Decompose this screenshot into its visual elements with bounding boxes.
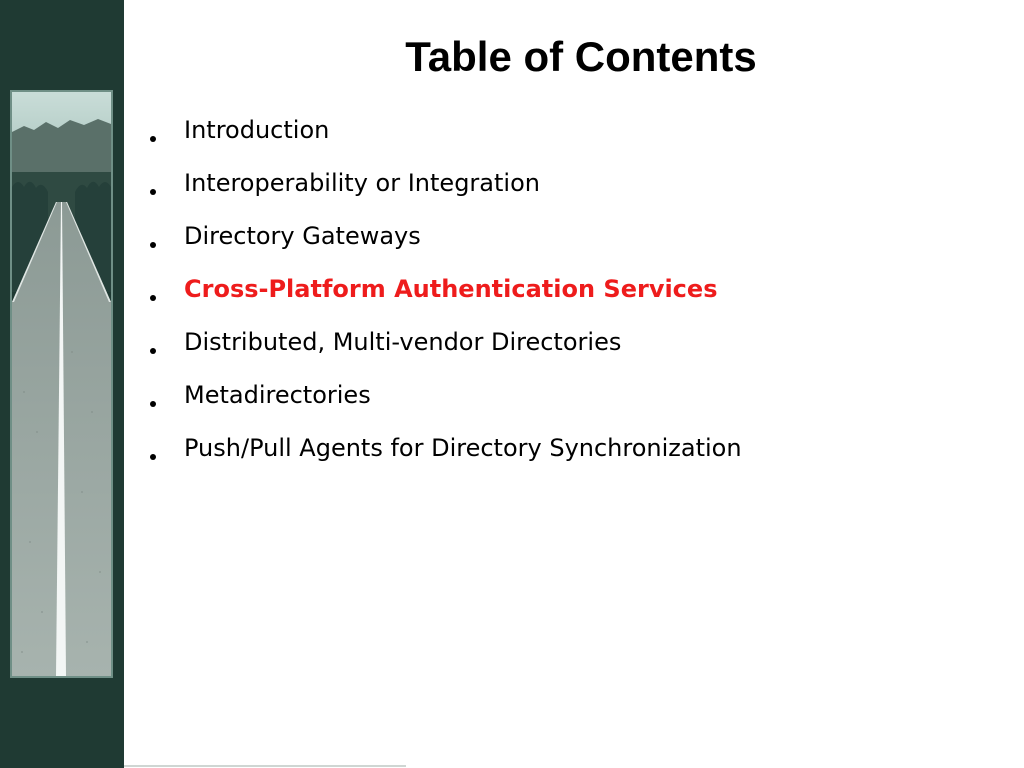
toc-item-label: Push/Pull Agents for Directory Synchronization xyxy=(184,434,742,462)
bottom-divider xyxy=(124,765,406,767)
bullet-dot-icon xyxy=(150,295,156,301)
toc-item-label: Metadirectories xyxy=(184,381,371,409)
slide-title: Table of Contents xyxy=(405,33,757,80)
road-photo-image xyxy=(10,90,113,678)
toc-item-label: Directory Gateways xyxy=(184,222,421,250)
toc-item-label-highlighted: Cross-Platform Authentication Services xyxy=(184,275,718,303)
toc-item-label: Interoperability or Integration xyxy=(184,169,540,197)
bullet-dot-icon xyxy=(150,454,156,460)
bullet-dot-icon xyxy=(150,242,156,248)
bullet-dot-icon xyxy=(150,189,156,195)
bullet-dot-icon xyxy=(150,348,156,354)
toc-item-label: Distributed, Multi-vendor Directories xyxy=(184,328,622,356)
toc-item-label: Introduction xyxy=(184,116,330,144)
bullet-dot-icon xyxy=(150,136,156,142)
bullet-dot-icon xyxy=(150,401,156,407)
